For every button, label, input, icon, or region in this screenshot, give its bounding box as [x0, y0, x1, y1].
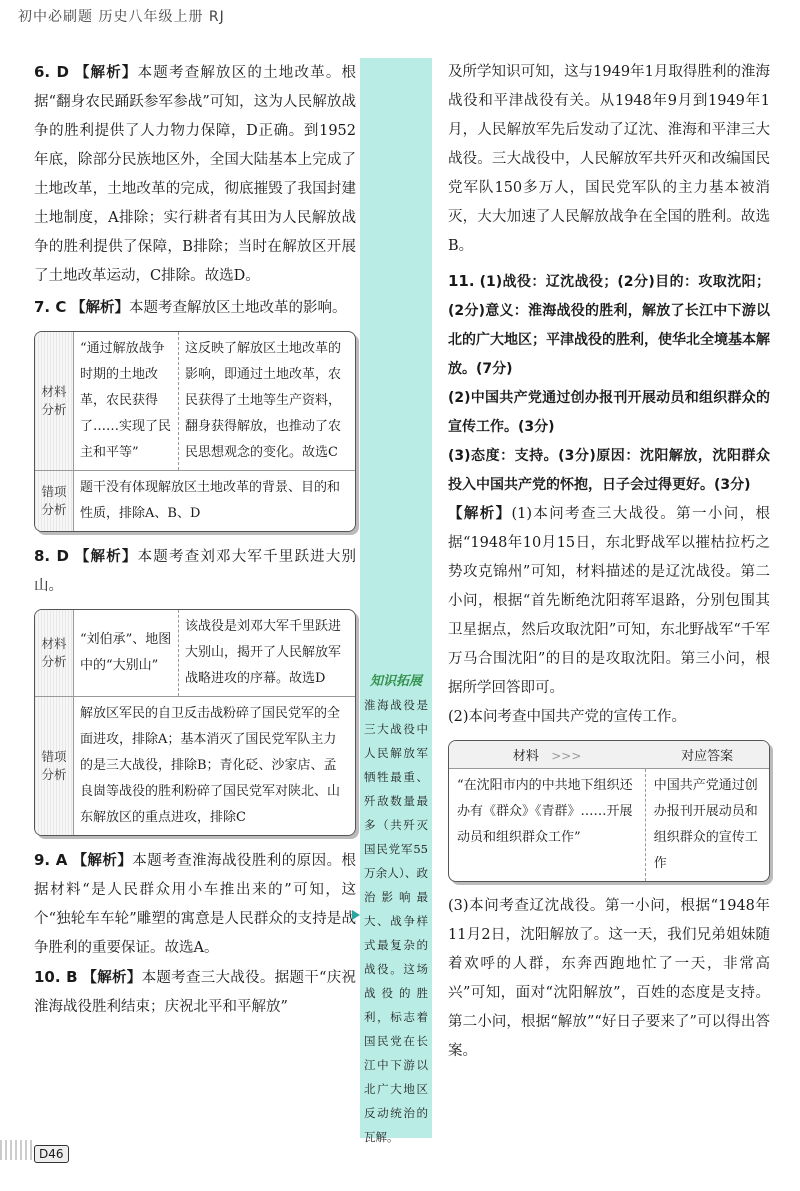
q8-label-wrong: 错项分析	[35, 697, 74, 836]
q11-explanation-2: (2)本问考查中国共产党的宣传工作。	[448, 709, 687, 725]
question-10	[34, 963, 356, 1022]
q8-wrong-analysis: 解放区军民的自卫反击战粉碎了国民党军的全面进攻，排除A；基本消灭了国民党军队主力的是三大战役，排除B；青化砭、沙家店、孟良崮等战役的胜利粉碎了国民党军对陕北、山东解放区的重点进攻，排除C	[74, 697, 356, 836]
q9-tag: 【解析】	[72, 853, 133, 869]
q6-text: 本题考查解放区的土地改革。根据“翻身农民踊跃参军参战”可知，这为人民解放战争的胜利提供了人力物力保障，D正确。到1952年底，除部分民族地区外，全国大陆基本上完成了土地改革，土地改革的完成，彻底摧毁了我国封建土地制度，A排除；实行耕者有其田为人民解放战争的胜利提供了保障，B排除；当时在解放区开展了土地改革运动，C排除。故选D。	[34, 65, 357, 284]
q11-tag: 【解析】	[448, 506, 512, 522]
q7-wrong-analysis: 题干没有体现解放区土地改革的背景、目的和性质，排除A、B、D	[74, 471, 356, 532]
question-11-answer	[448, 267, 770, 384]
q8-analysis-table	[34, 609, 356, 836]
q7-text: 本题考查解放区土地改革的影响。	[128, 300, 347, 316]
q11-answer-table	[448, 740, 770, 882]
q9-text: 本题考查淮海战役胜利的原因。根据材料“是人民群众用小车推出来的”可知，这个“独轮车车轮”雕塑的寓意是人民群众的支持是战争胜利的重要保证。故选A。	[34, 853, 357, 956]
q8-material-analysis: 该战役是刘邓大军千里跃进大别山，揭开了人民解放军战略进攻的序幕。故选D	[185, 619, 342, 686]
q8-tag: 【解析】	[74, 549, 138, 565]
q11-answer-3: (3)态度：支持。(3分)原因：沈阳解放，沈阳群众投入中国共产党的怀抱，日子会过得更好。(3分)	[448, 448, 770, 493]
note-text: 淮海战役是三大战役中人民解放军牺牲最重、歼敌数量最多（共歼灭国民党军55万余人）、政治影响最大、战争样式最复杂的战役。这场战役的胜利，标志着国民党在长江中下游以北广大地区反动统治的瓦解。	[364, 698, 428, 1144]
q7-material-quote: “通过解放战争时期的土地改革，农民获得了……实现了民主和平等”	[74, 332, 179, 471]
q7-tag: 【解析】	[70, 300, 129, 316]
question-6	[34, 58, 356, 291]
page-header: 初中必刷题 历史八年级上册 RJ	[18, 9, 225, 25]
q11-explanation-3: (3)本问考查辽沈战役。第一小问，根据“1948年11月2日，沈阳解放了。这一天，我们兄弟姐妹随着欢呼的人群，东奔西跑地忙了一天，非常高兴”可知，面对“沈阳解放”，百姓的态度是支持。第二小问，根据“解放”“好日子要来了”可以得出答案。	[448, 898, 770, 1059]
q8-number: 8. D	[34, 547, 69, 565]
q10-tag: 【解析】	[82, 970, 142, 986]
q8-material-quote: “刘伯承”、地图中的“大别山”	[74, 610, 179, 697]
q11-e1-text: (1)本问考查三大战役。第一小问，根据“1948年10月15日，东北野战军以摧枯拉朽之势攻克锦州”可知，材料描述的是辽沈战役。第二小问，根据“首先断绝沈阳蒋军退路，分别包围其卫星据点，然后攻取沈阳”可知，东北野战军“千军万马合围沈阳”的目的是攻取沈阳。第三小问，根据所学回答即可。	[448, 506, 770, 696]
page-number: D46	[34, 1145, 69, 1163]
q7-material-analysis: 这反映了解放区土地改革的影响，即通过土地改革，农民获得了土地等生产资料，翻身获得解放，也推动了农民思想观念的变化。故选C	[185, 341, 342, 460]
q11-answer-2: (2)中国共产党通过创办报刊开展动员和组织群众的宣传工作。(3分)	[448, 390, 770, 435]
q7-number: 7. C	[34, 298, 67, 316]
q7-analysis-table	[34, 331, 356, 532]
q11-table-header-answer: 对应答案	[645, 741, 769, 769]
q11-table-arrows: >>>	[551, 749, 582, 763]
question-8	[34, 542, 356, 601]
q10-text: 本题考查三大战役。据题干“庆祝淮海战役胜利结束；庆祝北平和平解放”	[34, 970, 357, 1015]
note-pointer-icon	[352, 910, 360, 920]
q9-number: 9. A	[34, 851, 68, 869]
right-column	[448, 58, 770, 1066]
q8-label-material: 材料分析	[35, 610, 74, 697]
question-7	[34, 293, 356, 323]
q11-table-h1: 材料	[512, 749, 539, 764]
page-edge-decoration	[0, 1140, 34, 1160]
q11-explanation-1	[448, 500, 770, 703]
question-9	[34, 846, 356, 963]
q7-label-material: 材料分析	[35, 332, 74, 471]
q6-number: 6. D	[34, 63, 69, 81]
q8-text: 本题考查刘邓大军千里跃进大别山。	[34, 549, 357, 594]
q6-tag: 【解析】	[74, 65, 138, 81]
q10-continuation: 及所学知识可知，这与1949年1月取得胜利的淮海战役和平津战役有关。从1948年9月到1949年1月，人民解放军先后发动了辽沈、淮海和平津三大战役。三大战役中，人民解放军共歼灭和改编国民党军队150多万人，国民党军队的主力基本被消灭，大大加速了人民解放战争在全国的胜利。故选B。	[448, 64, 770, 254]
q10-number: 10. B	[34, 968, 78, 986]
note-title: 知识拓展	[369, 674, 422, 689]
knowledge-sidebar	[360, 58, 432, 1144]
q11-table-material: “在沈阳市内的中共地下组织还办有《群众》《青群》……开展动员和组织群众工作”	[449, 769, 645, 882]
q11-table-answer: 中国共产党通过创办报刊开展动员和组织群众的宣传工作	[653, 778, 758, 871]
left-column	[34, 58, 356, 1022]
q11-answer-1: (1)战役：辽沈战役；(2分)目的：攻取沈阳；(2分)意义：淮海战役的胜利，解放了长江中下游以北的广大地区；平津战役的胜利，使华北全境基本解放。(7分)	[448, 274, 771, 377]
q11-number: 11.	[448, 272, 475, 290]
q7-label-wrong: 错项分析	[35, 471, 74, 532]
q11-table-header-material	[449, 741, 645, 769]
